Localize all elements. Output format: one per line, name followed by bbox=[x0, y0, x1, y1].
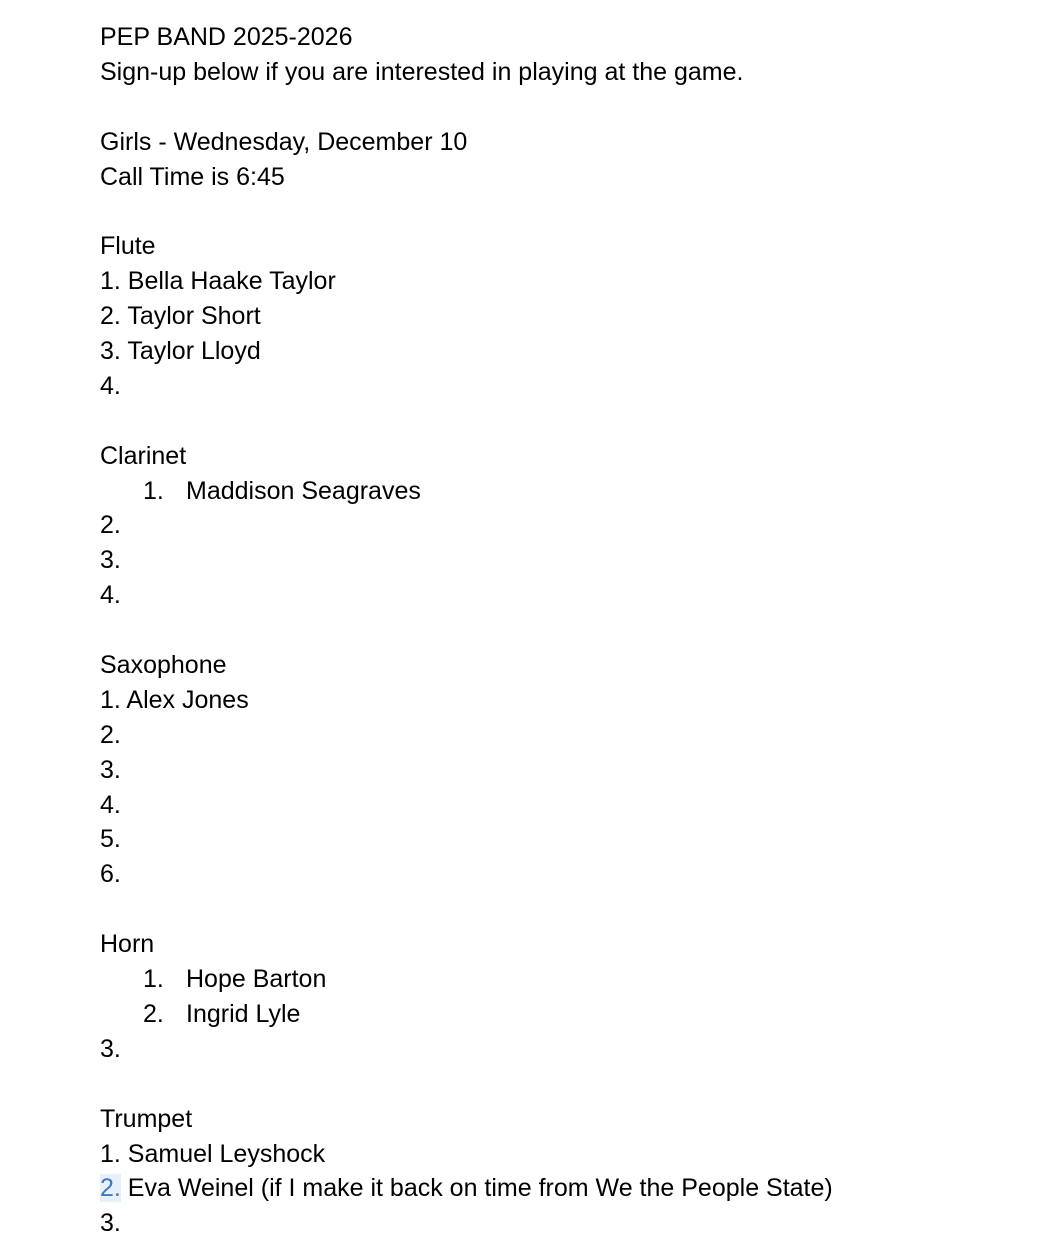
saxophone-entry-2[interactable]: 2. bbox=[100, 720, 121, 749]
saxophone-entry-5[interactable]: 5. bbox=[100, 825, 121, 854]
clarinet-entry-4[interactable]: 4. bbox=[100, 581, 121, 610]
blank-line bbox=[100, 90, 1000, 125]
blank-line bbox=[100, 404, 1000, 439]
section-heading-trumpet: Trumpet bbox=[100, 1104, 193, 1133]
clarinet-entry-2[interactable]: 2. bbox=[100, 511, 121, 540]
trumpet-entry-1[interactable]: 1. Samuel Leyshock bbox=[100, 1139, 326, 1168]
entry-name: Maddison Seagraves bbox=[186, 476, 421, 505]
document-body[interactable] bbox=[100, 20, 1000, 1241]
saxophone-entry-1[interactable]: 1. Alex Jones bbox=[100, 685, 249, 714]
document-title: PEP BAND 2025-2026 bbox=[100, 23, 353, 51]
blank-line bbox=[100, 892, 1000, 927]
entry-name: Hope Barton bbox=[186, 965, 327, 994]
horn-entry-3[interactable]: 3. bbox=[100, 1034, 121, 1063]
selected-list-number[interactable]: 2. bbox=[100, 1174, 121, 1203]
clarinet-entry-3[interactable]: 3. bbox=[100, 546, 121, 575]
horn-entry-2[interactable] bbox=[100, 997, 1000, 1032]
trumpet-entry-3[interactable]: 3. bbox=[100, 1209, 121, 1238]
list-number: 1. bbox=[143, 476, 164, 505]
blank-line bbox=[100, 1067, 1000, 1102]
call-time: Call Time is 6:45 bbox=[100, 162, 285, 191]
list-number: 1. bbox=[143, 965, 164, 994]
flute-entry-2[interactable]: 2. Taylor Short bbox=[100, 302, 261, 331]
saxophone-entry-4[interactable]: 4. bbox=[100, 790, 121, 819]
event-date: Girls - Wednesday, December 10 bbox=[100, 127, 468, 156]
trumpet-entry-2[interactable] bbox=[100, 1171, 1000, 1206]
saxophone-entry-3[interactable]: 3. bbox=[100, 755, 121, 784]
entry-name: Ingrid Lyle bbox=[186, 999, 301, 1028]
blank-line bbox=[100, 194, 1000, 229]
section-heading-horn: Horn bbox=[100, 930, 155, 959]
blank-line bbox=[100, 613, 1000, 648]
section-heading-saxophone: Saxophone bbox=[100, 651, 227, 680]
horn-entry-1[interactable] bbox=[100, 962, 1000, 997]
flute-entry-4[interactable]: 4. bbox=[100, 371, 121, 400]
list-number: 2. bbox=[143, 999, 164, 1028]
entry-name: Eva Weinel (if I make it back on time from We the People State) bbox=[120, 1174, 833, 1203]
document-subtitle: Sign-up below if you are interested in playing at the game. bbox=[100, 57, 744, 86]
clarinet-entry-1[interactable] bbox=[100, 474, 1000, 509]
section-heading-flute: Flute bbox=[100, 232, 156, 261]
saxophone-entry-6[interactable]: 6. bbox=[100, 860, 121, 889]
section-heading-clarinet: Clarinet bbox=[100, 441, 187, 470]
flute-entry-3[interactable]: 3. Taylor Lloyd bbox=[100, 337, 261, 366]
flute-entry-1[interactable]: 1. Bella Haake Taylor bbox=[100, 267, 336, 296]
